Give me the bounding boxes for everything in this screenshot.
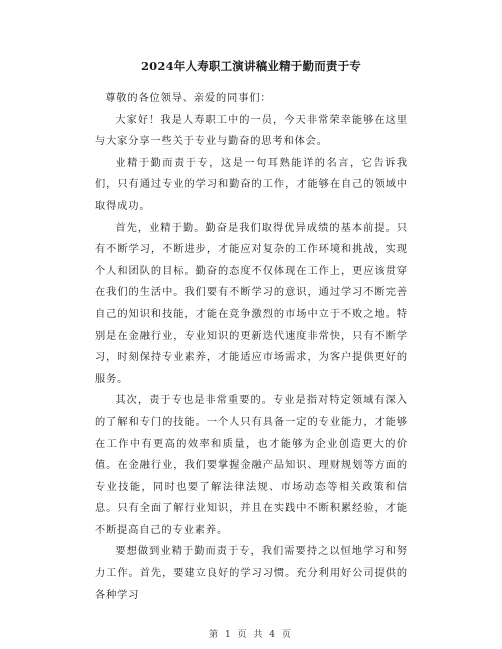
paragraph-2: 业精于勤而责于专，这是一句耳熟能详的名言，它告诉我们，只有通过专业的学习和勤奋的工作，才能够在自己的领域中取得成功。 xyxy=(95,157,408,212)
paragraph-5: 要想做到业精于勤而责于专，我们需要持之以恒地学习和努力工作。首先，要建立良好的学习习惯。充分利用好公司提供的各种学习 xyxy=(95,546,408,601)
paragraph-1: 大家好！我是人寿职工中的一员，今天非常荣幸能够在这里与大家分享一些关于专业与勤奋的思考和体会。 xyxy=(95,114,408,148)
document-title: 2024年人寿职工演讲稿业精于勤而责于专 xyxy=(140,59,361,73)
paragraph-4: 其次，责于专也是非常重要的。专业是指对特定领域有深入的了解和专门的技能。一个人只有具备一定的专业能力，才能够在工作中有更高的效率和质量，也才能够为企业创造更大的价值。在金融行业，我们要掌握金融产品知识、理财规划等方面的专业技能，同时也要了解法律法规、市场动态等相关政策和信息。只有全面了解行业知识，并且在实践中不断积累经验，才能不断提高自己的专业素养。 xyxy=(95,395,408,536)
paragraph-3: 首先，业精于勤。勤奋是我们取得优异成绩的基本前提。只有不断学习，不断进步，才能应对复杂的工作环境和挑战，实现个人和团队的目标。勤奋的态度不仅体现在工作上，更应该贯穿在我们的生活中。我们要有不断学习的意识，通过学习不断完善自己的知识和技能，才能在竞争激烈的市场中立于不败之地。特别是在金融行业，专业知识的更新迭代速度非常快，只有不断学习，时刻保持专业素养，才能适应市场需求，为客户提供更好的服务。 xyxy=(95,222,408,385)
page-number-footer: 第 1 页 共 4 页 xyxy=(209,630,293,640)
document-body xyxy=(95,88,408,606)
greeting-paragraph: 尊敬的各位领导、亲爱的同事们： xyxy=(105,93,272,104)
